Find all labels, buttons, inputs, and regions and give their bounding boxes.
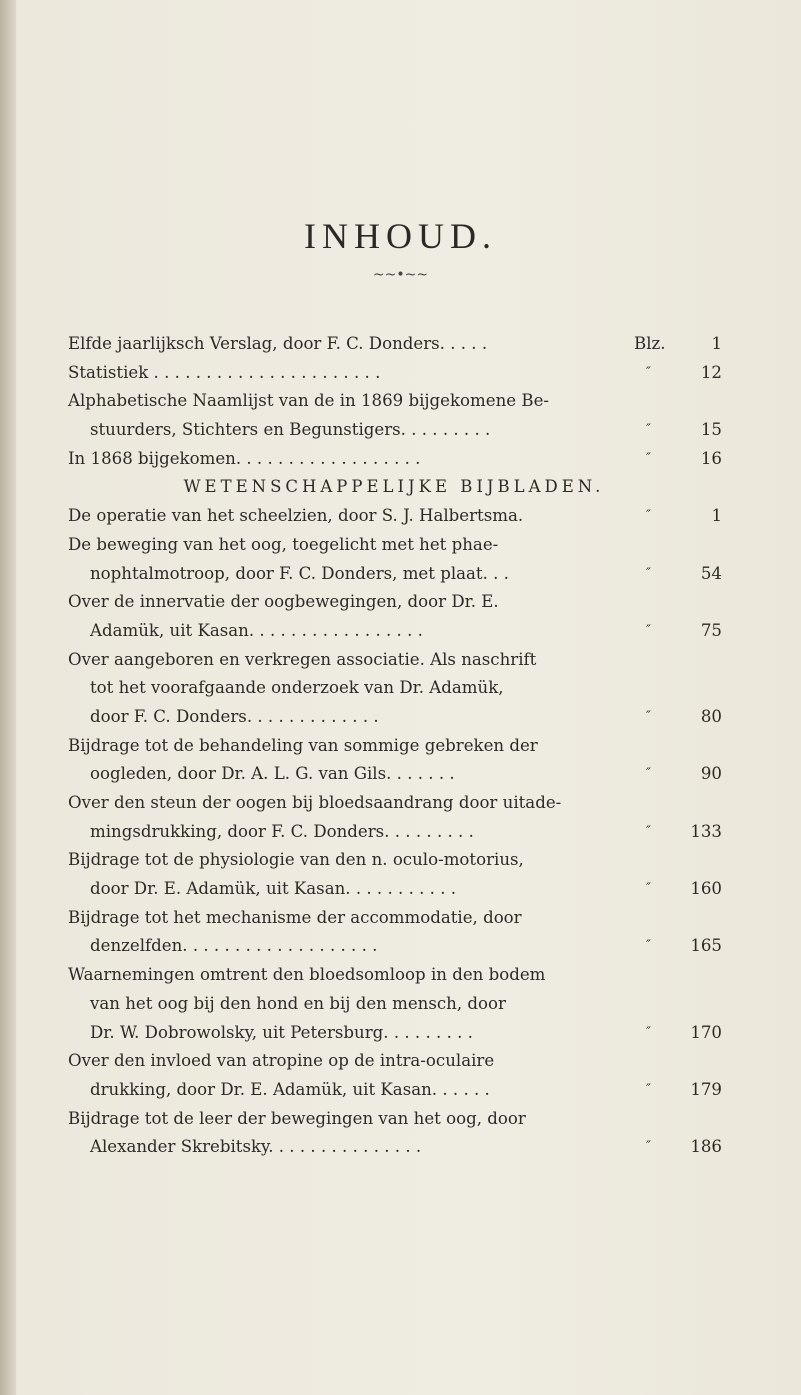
toc-entry	[68, 1019, 722, 1048]
toc-entry-text: door F. C. Donders. . . . . . . . . . . . .	[90, 706, 379, 726]
page-number: 160	[690, 879, 722, 899]
page-number: 1	[711, 334, 722, 353]
toc-entry-text: Statistiek . . . . . . . . . . . . . . . . . . . . . .	[68, 362, 381, 382]
toc-entry	[68, 932, 722, 961]
toc-entry	[68, 560, 722, 589]
page-number: 15	[700, 420, 722, 440]
toc-entry-line	[68, 1105, 700, 1134]
toc-entry-text: Bijdrage tot de behandeling van sommige gebreken der	[68, 735, 538, 755]
toc-entry-text: Over den steun der oogen bij bloedsaandrang door uitade-	[68, 793, 562, 812]
toc-entry	[68, 359, 722, 388]
page-number: 75	[700, 620, 722, 640]
toc-entry-line	[68, 588, 700, 617]
toc-entry	[68, 416, 722, 445]
toc-entry-text: Bijdrage tot het mechanisme der accommodatie, door	[68, 907, 522, 927]
toc-entry-text: Adamük, uit Kasan. . . . . . . . . . . . . . . . .	[90, 620, 423, 640]
page-number: 54	[700, 563, 722, 583]
toc-entry-line	[68, 1047, 700, 1076]
page-number: 165	[690, 936, 722, 956]
page-number: 90	[700, 764, 722, 784]
page-number: 12	[700, 362, 722, 382]
toc-entry	[68, 502, 722, 531]
toc-entry-text: nophtalmotroop, door F. C. Donders, met plaat. . .	[90, 563, 509, 583]
page-number: 133	[690, 821, 722, 841]
toc-entry-line	[68, 846, 700, 875]
toc-entry-text: Waarnemingen omtrent den bloedsomloop in den bodem	[68, 965, 546, 985]
toc-entry-text: oogleden, door Dr. A. L. G. van Gils. . . . . . .	[90, 764, 455, 784]
toc-entry	[68, 617, 722, 646]
ditto-mark: ″	[646, 1081, 651, 1097]
toc-entry-text: van het oog bij den hond en bij den mensch, door	[90, 993, 506, 1013]
ditto-mark: ″	[646, 1024, 651, 1040]
toc-entry-text: In 1868 bijgekomen. . . . . . . . . . . . . . . . . .	[68, 448, 421, 468]
ditto-mark: ″	[646, 938, 651, 954]
toc-entry	[68, 1076, 722, 1105]
table-of-contents	[68, 330, 722, 1162]
toc-entry-text: Bijdrage tot de physiologie van den n. oculo-motorius,	[68, 850, 524, 870]
ditto-mark: ″	[646, 508, 651, 524]
toc-entry-text: drukking, door Dr. E. Adamük, uit Kasan. . . . . .	[90, 1079, 490, 1099]
page-number: 80	[700, 706, 722, 726]
toc-entry-text: door Dr. E. Adamük, uit Kasan. . . . . . . . . . .	[90, 879, 457, 899]
toc-entry-line	[68, 990, 700, 1019]
ditto-mark: ″	[646, 450, 651, 466]
page-gutter	[0, 0, 16, 1395]
toc-entry	[68, 330, 722, 359]
ditto-mark: ″	[646, 708, 651, 724]
ditto-mark: ″	[646, 766, 651, 782]
toc-entry-text: denzelfden. . . . . . . . . . . . . . . . . . .	[90, 936, 378, 956]
toc-entry	[68, 1133, 722, 1162]
toc-entry-line	[68, 531, 700, 560]
page-number: 16	[700, 448, 722, 468]
page-title: INHOUD.	[304, 216, 497, 256]
toc-entry	[68, 445, 722, 474]
section-heading: WETENSCHAPPELIJKE BIJBLADEN.	[183, 477, 605, 497]
page-number: 186	[690, 1137, 722, 1157]
ditto-mark: ″	[646, 364, 651, 380]
toc-entry-text: Elfde jaarlijksch Verslag, door F. C. Donders. . . . .	[68, 334, 488, 353]
toc-entry-text: tot het voorafgaande onderzoek van Dr. Adamük,	[90, 678, 504, 698]
ditto-mark: ″	[646, 1139, 651, 1155]
page-number: 1	[711, 506, 722, 526]
toc-entry-line	[68, 646, 700, 675]
toc-entry-line	[68, 387, 700, 416]
toc-entry-text: Dr. W. Dobrowolsky, uit Petersburg. . . . . . . . .	[90, 1022, 473, 1042]
page-marker: Blz.	[634, 334, 666, 353]
title-ornament: ~~•~~	[372, 267, 429, 283]
toc-entry-line	[68, 674, 700, 703]
toc-entry-text: Bijdrage tot de leer der bewegingen van het oog, door	[68, 1108, 526, 1128]
toc-entry-text: Over aangeboren en verkregen associatie. Als naschrift	[68, 649, 537, 669]
ditto-mark: ″	[646, 622, 651, 638]
ditto-mark: ″	[646, 823, 651, 839]
ditto-mark: ″	[646, 422, 651, 438]
toc-entry-line	[68, 961, 700, 990]
toc-entry	[68, 875, 722, 904]
toc-entry-text: Over den invloed van atropine op de intra-oculaire	[68, 1051, 495, 1071]
toc-entry-text: stuurders, Stichters en Begunstigers. . . . . . . . .	[90, 420, 491, 440]
page-number: 170	[690, 1022, 722, 1042]
page-number: 179	[690, 1079, 722, 1099]
toc-entry	[68, 703, 722, 732]
toc-entry	[68, 818, 722, 847]
toc-entry-text: Over de innervatie der oogbewegingen, door Dr. E.	[68, 592, 499, 612]
toc-entry-line	[68, 732, 700, 761]
ditto-mark: ″	[646, 881, 651, 897]
toc-entry-line	[68, 789, 700, 818]
toc-entry-text: Alphabetische Naamlijst van de in 1869 bijgekomene Be-	[68, 391, 549, 411]
toc-entry-line	[68, 904, 700, 933]
ditto-mark: ″	[646, 565, 651, 581]
toc-entry-text: mingsdrukking, door F. C. Donders. . . . . . . . .	[90, 821, 474, 841]
toc-entry-text: Alexander Skrebitsky. . . . . . . . . . . . . . .	[90, 1137, 422, 1157]
toc-entry-text: De beweging van het oog, toegelicht met het phae-	[68, 534, 499, 554]
toc-entry	[68, 760, 722, 789]
toc-entry-text: De operatie van het scheelzien, door S. J. Halbertsma.	[68, 506, 524, 526]
